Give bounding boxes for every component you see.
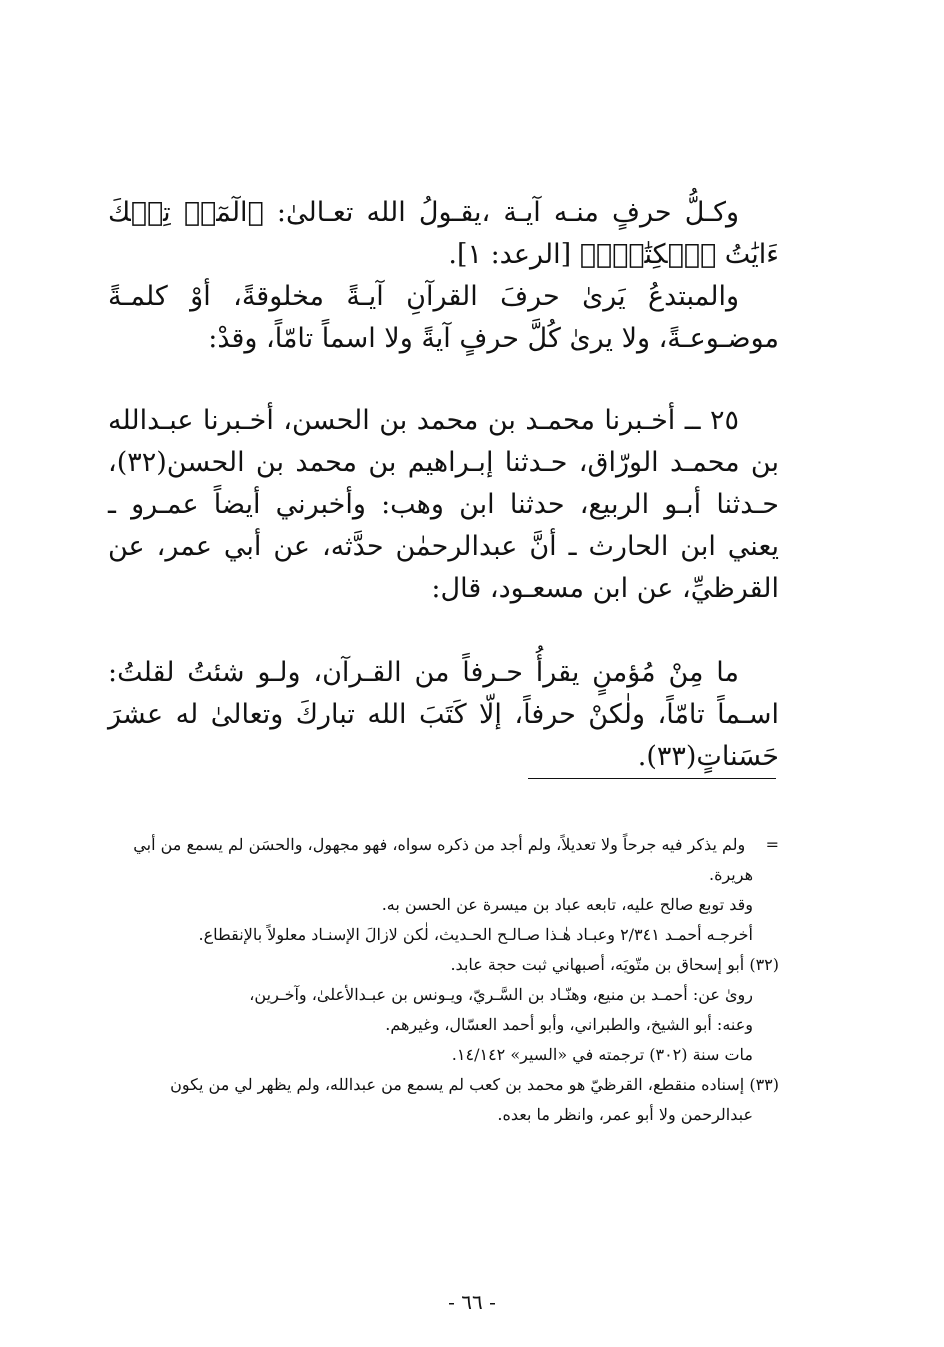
hadith-text <box>108 652 779 778</box>
footnote-line: روىٰ عن: أحمـد بن منيع، وهنّـاد بن السَّـريّ، ويـونس بن عبـدالأعلىٰ، وآخـرين، <box>249 985 753 1004</box>
page-number: - ٦٦ - <box>448 1290 496 1314</box>
main-text <box>108 192 779 360</box>
footnote-32: (٣٢) أبو إسحاق بن متّويَه، أصبهاني ثبت حجة عابد. <box>450 955 779 974</box>
footnote-continued-text: ولم يذكر فيه جرحاً ولا تعديلاً، ولم أجد من ذكره سواه، فهو مجهول، والحسَن لم يسمع من أبي هريرة. <box>133 835 753 884</box>
paragraph-quran-quote: وكـلُّ حرفٍ منـه آيـة ،يقـولُ الله تعـالىٰ: ﴿الٓمٓرۚ تِلۡكَ ءَايَٰتُ ٱلۡكِتَٰبِۗ﴾ [الرعد: ١]. <box>108 197 779 270</box>
footnote-line: وعنه: أبو الشيخ، والطبراني، وأبو أحمد العسّال، وغيرهم. <box>385 1015 753 1034</box>
paragraph-hadith: ما مِنْ مُؤمنٍ يقرأُ حـرفاً من القـرآن، ولـو شئتُ لقلتُ: اسـماً تامّاً، ولٰكنْ حرفاً، إلّا كَتَبَ الله تباركَ وتعالىٰ له عشرَ حَسَناتٍ(٣٣). <box>108 657 779 772</box>
footnote-line: وقد توبع صالح عليه، تابعه عباد بن ميسرة عن الحسن به. <box>381 895 753 914</box>
footnote-continued <box>108 830 779 890</box>
footnote-33: (٣٣) إسناده منقطع، القرظيّ هو محمد بن كعب لم يسمع من عبدالله، ولم يظهر لي من يكون عبدالرحمن ولا أبو عمر، وانظر ما بعده. <box>170 1075 779 1124</box>
paragraph-isnad: ٢٥ ــ أخـبرنا محمـد بن محمد بن الحسن، أخـبرنا عبـدالله بن محمـد الورّاق، حـدثنا إبـراهيم بن محمد بن الحسن(٣٢)، حـدثنا أبـو الربيع، حدثنا ابن وهب: وأخبرني أيضاً عمـرو ـ يعني ابن الحارث ـ أنَّ عبدالرحمٰن حدَّثه، عن أبي عمر، عن القرظيِّ، عن ابن مسعـود، قال: <box>108 405 779 604</box>
paragraph-innovator: والمبتدعُ يَرىٰ حرفَ القرآنِ آيـةً مخلوقةً، أوْ كلمـةً موضـوعـةً، ولا يرىٰ كُلَّ حرفٍ آيةً ولا اسماً تامّاً، وقدْ: <box>108 281 779 354</box>
footnote-separator <box>528 778 776 779</box>
hadith-chain <box>108 400 779 610</box>
footnote-line: مات سنة (٣٠٢) ترجمته في «السير» ١٤/١٤٢. <box>451 1045 753 1064</box>
footnotes <box>108 830 779 1130</box>
footnote-line: أخرجـه أحمـد ٢/٣٤١ وعبـاد هٰـذا صـالـح الحـديث، لٰكن لازالَ الإسنـاد معلولاً بالإنقطاع. <box>198 925 753 944</box>
continuation-marker: = <box>765 835 779 854</box>
